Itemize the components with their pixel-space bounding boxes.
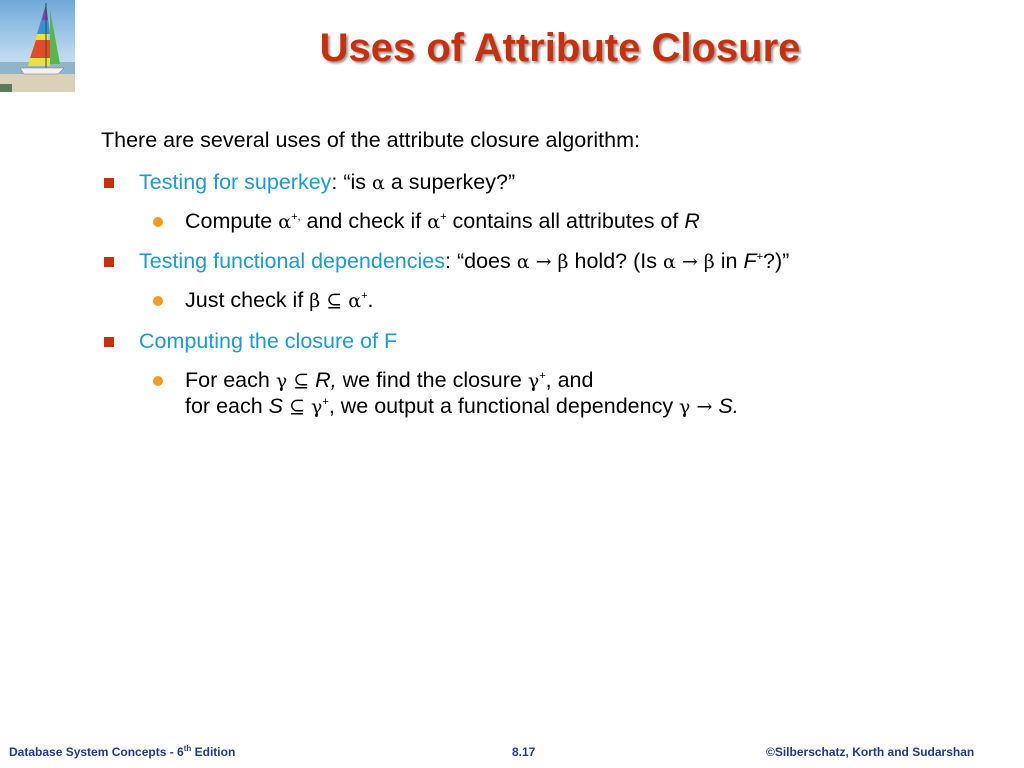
text-segment: we find the closure [336, 367, 528, 392]
fd-symbol: α → β [516, 251, 569, 274]
text-segment: , and [545, 367, 594, 392]
plus-superscript: + [361, 290, 368, 303]
text-segment: Compute [185, 208, 279, 233]
footer-text: Edition [191, 745, 236, 759]
round-bullet-icon [153, 217, 163, 227]
closure-f-link[interactable]: Computing the closure of F [139, 328, 398, 353]
alpha-symbol: α [372, 171, 385, 194]
sub-line-1 [185, 368, 1001, 394]
set-s: S. [712, 393, 739, 418]
text-segment: Just check if [185, 288, 310, 313]
footer-copyright: ©Silberschatz, Korth and Sudarshan [766, 745, 975, 759]
text-segment: . [367, 288, 374, 313]
footer-sup: th [183, 744, 192, 753]
gamma-symbol: γ [527, 369, 540, 392]
text-segment: : “is [331, 169, 373, 194]
sub-bullet-for-each [101, 368, 1001, 420]
plus-superscript: + [756, 251, 764, 264]
relation-r: R, [309, 367, 337, 392]
gamma-arrow-symbol: γ → [679, 395, 713, 418]
text-segment: : “does [445, 249, 517, 274]
text-segment: hold? (Is [568, 249, 663, 274]
set-s: S [268, 393, 284, 418]
plus-superscript: + [322, 395, 329, 408]
slide-body [101, 128, 1001, 434]
slide-title: Uses of Attribute Closure [319, 26, 801, 70]
footer-book-title [9, 745, 235, 759]
bullet-item-superkey [101, 170, 1001, 196]
subset-gamma-symbol: ⊆ γ [283, 395, 323, 418]
footer-text: Database System Concepts - 6 [9, 745, 184, 759]
text-segment: a superkey?” [384, 169, 516, 194]
set-f: F [743, 249, 757, 274]
text-segment: for each [185, 393, 269, 418]
gamma-subset-symbol: γ ⊆ [275, 369, 310, 392]
relation-r: R [684, 208, 700, 233]
sub-line-2 [185, 394, 1001, 420]
text-segment: , we output a functional dependency [328, 393, 680, 418]
square-bullet-icon [104, 337, 114, 347]
plus-superscript: +, [291, 210, 301, 223]
intro-text: There are several uses of the attribute closure algorithm: [101, 128, 640, 152]
alpha-symbol: α [427, 210, 441, 233]
sub-bullet-check [101, 288, 1001, 314]
fd-symbol: α → β [662, 251, 715, 274]
subset-symbol: β ⊆ α [309, 290, 362, 313]
sub-bullet-compute [101, 209, 1001, 235]
text-segment: ?)” [763, 249, 790, 274]
text-segment: and check if [300, 208, 428, 233]
footer-page-number: 8.17 [512, 745, 536, 759]
round-bullet-icon [153, 296, 163, 306]
fd-testing-link[interactable]: Testing functional dependencies [139, 249, 445, 274]
plus-superscript: + [539, 369, 546, 382]
text-segment: For each [185, 367, 276, 392]
square-bullet-icon [104, 257, 114, 267]
text-segment: in [714, 249, 744, 274]
bullet-item-closure-f [101, 329, 1001, 355]
text-segment: contains all attributes of [446, 208, 685, 233]
superkey-link[interactable]: Testing for superkey [139, 169, 332, 194]
round-bullet-icon [153, 376, 163, 386]
plus-superscript: + [440, 210, 447, 223]
bullet-item-fd-testing [101, 249, 1001, 275]
square-bullet-icon [104, 178, 114, 188]
alpha-symbol: α [278, 210, 292, 233]
